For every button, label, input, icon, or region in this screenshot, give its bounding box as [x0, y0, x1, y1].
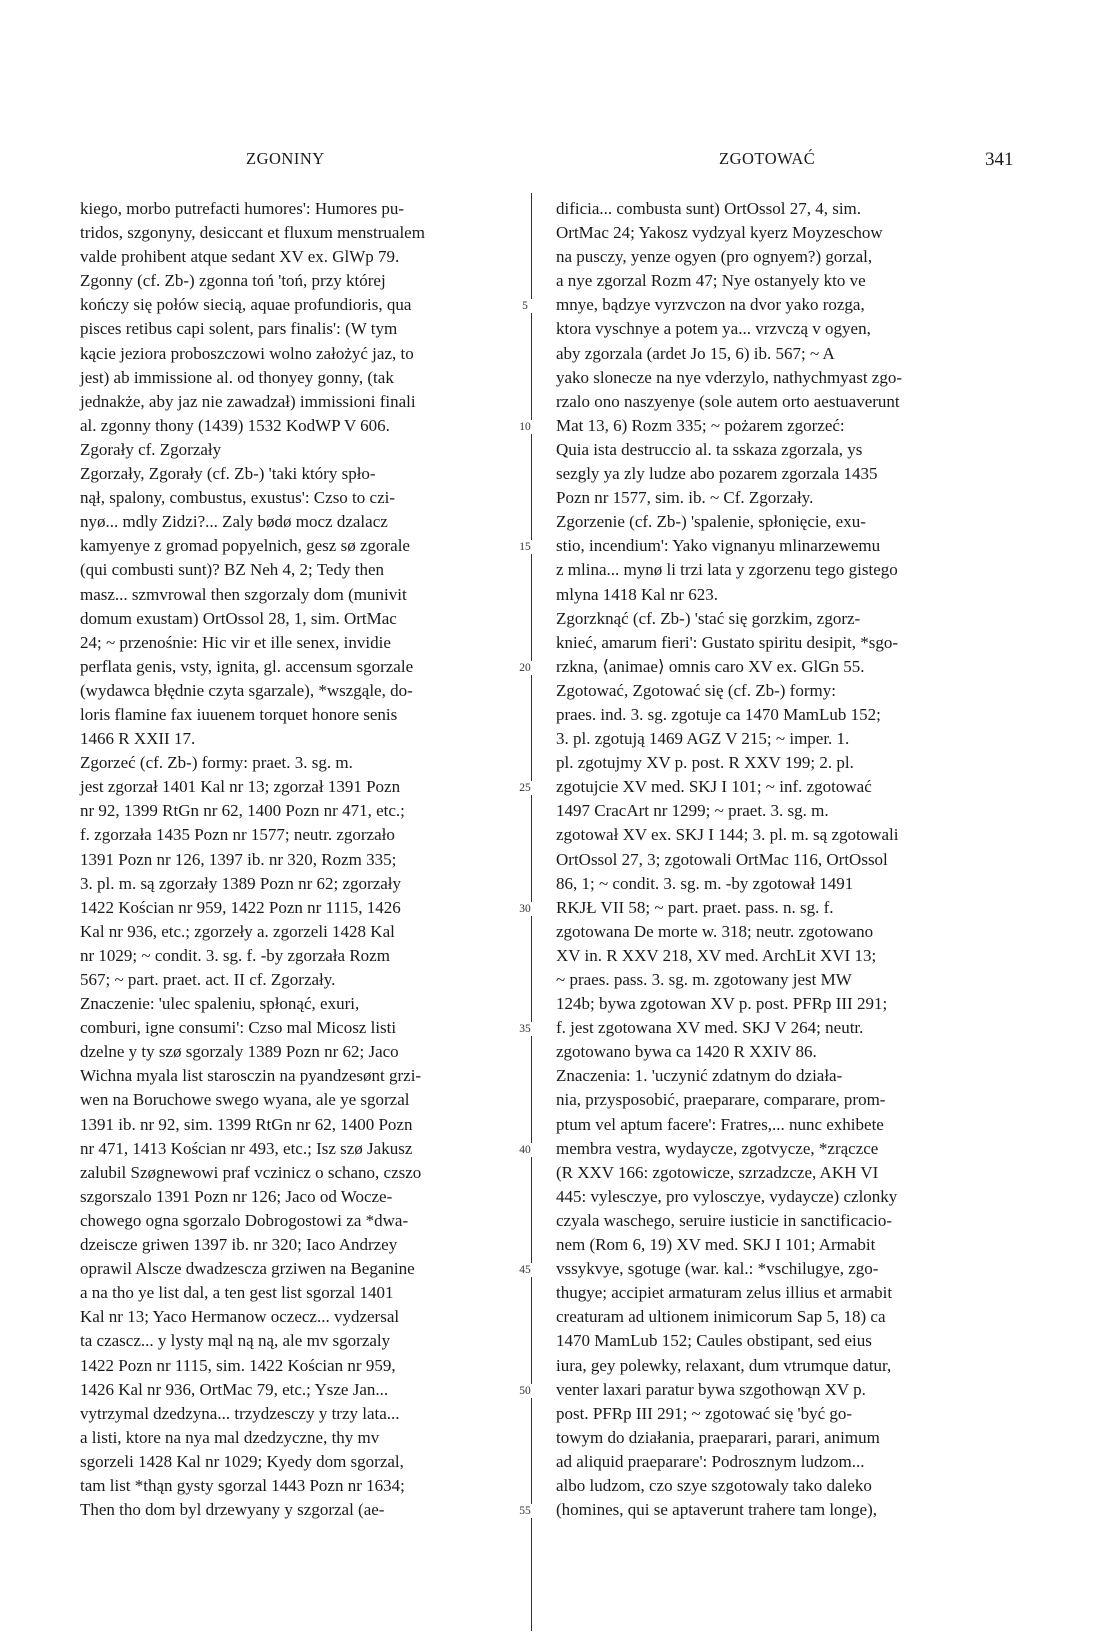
text-line: (qui combusti sunt)? BZ Neh 4, 2; Tedy then — [80, 560, 384, 580]
line-number: 40 — [510, 1143, 540, 1157]
text-line: oprawil Alscze dwadzescza grziwen na Beganine — [80, 1259, 415, 1279]
text-line: na pusczy, yenze ogyen (pro ognyem?) gorzal, — [556, 247, 873, 267]
text-line: wen na Boruchowe swego wyana, ale ye sgorzal — [80, 1090, 410, 1110]
line-number: 5 — [510, 299, 540, 313]
text-line: Kal nr 13; Yaco Hermanow oczecz... vydzersal — [80, 1307, 400, 1327]
text-line: dzelne y ty szø sgorzaly 1389 Pozn nr 62; Jaco — [80, 1042, 399, 1062]
text-line: Zgorzały, Zgorały (cf. Zb-) 'taki który spło- — [80, 464, 376, 484]
text-line: nr 471, 1413 Kościan nr 493, etc.; Isz szø Jakusz — [80, 1138, 413, 1158]
text-line: 1466 R XXII 17. — [80, 729, 196, 749]
text-line: zgotowana De morte w. 318; neutr. zgotowano — [556, 921, 874, 941]
running-head-left: ZGONINY — [246, 149, 325, 168]
text-line: thugye; accipiet armaturam zelus illius et armabit — [556, 1283, 893, 1303]
text-line: ad aliquid praeparare': Podrosznym ludzom... — [556, 1451, 865, 1471]
running-head-right: ZGOTOWAĆ — [719, 149, 816, 168]
line-number: 35 — [510, 1022, 540, 1036]
text-line: XV in. R XXV 218, XV med. ArchLit XVI 13; — [556, 945, 877, 965]
text-line: praes. ind. 3. sg. zgotuje ca 1470 MamLub 152; — [556, 704, 881, 724]
text-line: iura, gey polewky, relaxant, dum vtrumque datur, — [556, 1355, 892, 1375]
text-line: Znaczenia: 1. 'uczynić zdatnym do działa- — [556, 1066, 843, 1086]
text-line: jednakże, aby jaz nie zawadzał) immissioni finali — [80, 391, 416, 411]
text-line: Zgotować, Zgotować się (cf. Zb-) formy: — [556, 680, 836, 700]
page-number: 341 — [985, 149, 1014, 170]
text-line: Zgorzknąć (cf. Zb-) 'stać się gorzkim, zgorz- — [556, 608, 861, 628]
text-line: Znaczenie: 'ulec spaleniu, spłonąć, exuri, — [80, 994, 360, 1014]
text-line: kamyenye z gromad popyelnich, gesz sø zgorale — [80, 536, 410, 556]
text-line: 1422 Kościan nr 959, 1422 Pozn nr 1115, 1426 — [80, 897, 401, 917]
left-column — [80, 197, 503, 1522]
text-line: OrtMac 24; Yakosz vydzyal kyerz Moyzeschow — [556, 223, 883, 243]
text-line: tam list *thąn gysty sgorzal 1443 Pozn nr 1634; — [80, 1475, 405, 1495]
text-line: towym do działania, praeparari, parari, animum — [556, 1427, 880, 1447]
line-number: 20 — [510, 661, 540, 675]
text-line: 3. pl. m. są zgorzały 1389 Pozn nr 62; zgorzały — [80, 873, 402, 893]
text-line: szgorszalo 1391 Pozn nr 126; Jaco od Wocze- — [80, 1186, 393, 1206]
text-line: kiego, morbo putrefacti humores': Humores pu- — [80, 199, 405, 218]
text-line: loris flamine fax iuuenem torquet honore senis — [80, 704, 398, 724]
text-line: nyø... mdly Zidzi?... Zaly bødø mocz dzalacz — [80, 512, 388, 532]
text-line: knieć, amarum fieri': Gustato spiritu desipit, *sgo- — [556, 632, 899, 652]
text-line: 86, 1; ~ condit. 3. sg. m. -by zgotował 1491 — [556, 873, 854, 893]
text-line: 24; ~ przenośnie: Hic vir et ille senex, invidie — [80, 632, 391, 652]
text-line: jest) ab immissione al. od thonyey gonny, (tak — [80, 367, 394, 387]
text-line: (homines, qui se aptaverunt trahere tam longe), — [556, 1500, 877, 1520]
text-line: yako slonecze na nye vderzylo, nathychmyast zgo- — [556, 367, 903, 387]
line-number: 55 — [510, 1504, 540, 1518]
text-line: (wydawca błędnie czyta sgarzale), *wszgąle, do- — [80, 680, 413, 700]
text-line: post. PFRp III 291; ~ zgotować się 'być go- — [556, 1403, 853, 1423]
text-line: ktora vyschnye a potem ya... vrzvczą v ogyen, — [556, 319, 871, 339]
text-line: sezgly ya zly ludze abo pozarem zgorzala 1435 — [556, 464, 878, 484]
text-line: pl. zgotujmy XV p. post. R XXV 199; 2. pl. — [556, 753, 854, 773]
text-line: Zgorzeć (cf. Zb-) formy: praet. 3. sg. m. — [80, 753, 353, 773]
text-line: 445: vylesczye, pro vylosczye, vydaycze) czlonky — [556, 1186, 898, 1206]
text-line: 1391 Pozn nr 126, 1397 ib. nr 320, Rozm 335; — [80, 849, 397, 869]
line-number: 15 — [510, 540, 540, 554]
text-line: kącie jeziora proboszczowi wolno założyć jaz, to — [80, 343, 414, 363]
text-line: vytrzymal dzedzyna... trzydzesczy y trzy lata... — [80, 1403, 400, 1423]
text-line: kończy się połów siecią, aquae profundioris, qua — [80, 295, 412, 315]
text-line: zgotowano bywa ca 1420 R XXIV 86. — [556, 1042, 817, 1062]
text-line: al. zgonny thony (1439) 1532 KodWP V 606. — [80, 415, 390, 435]
text-line: nem (Rom 6, 19) XV med. SKJ I 101; Armabit — [556, 1235, 876, 1255]
text-line: comburi, igne consumi': Czso mal Micosz listi — [80, 1018, 397, 1038]
text-line: vssykvye, sgotuge (war. kal.: *vschilugye, zgo- — [556, 1259, 879, 1279]
text-line: 567; ~ part. praet. act. II cf. Zgorzały. — [80, 970, 336, 989]
text-line: f. jest zgotowana XV med. SKJ V 264; neutr. — [556, 1018, 864, 1038]
text-line: Zgonny (cf. Zb-) zgonna toń 'toń, przy której — [80, 271, 386, 291]
text-line: stio, incendium': Yako vignanyu mlinarzewemu — [556, 536, 881, 556]
text-line: RKJŁ VII 58; ~ part. praet. pass. n. sg. f. — [556, 897, 834, 917]
text-line: 3. pl. zgotują 1469 AGZ V 215; ~ imper. 1. — [556, 729, 850, 749]
text-line: chowego ogna sgorzalo Dobrogostowi za *dwa- — [80, 1210, 409, 1230]
line-number: 25 — [510, 781, 540, 795]
text-line: valde prohibent atque sedant XV ex. GlWp 79. — [80, 247, 400, 267]
text-line: Then tho dom byl drzewyany y szgorzal (ae- — [80, 1500, 385, 1520]
text-line: zgotujcie XV med. SKJ I 101; ~ inf. zgotować — [556, 777, 872, 797]
text-line: nr 1029; ~ condit. 3. sg. f. -by zgorzała Rozm — [80, 945, 390, 965]
text-line: nął, spalony, combustus, exustus': Czso to czi- — [80, 488, 396, 508]
text-line: 124b; bywa zgotowan XV p. post. PFRp III 291; — [556, 994, 888, 1014]
line-number: 45 — [510, 1263, 540, 1277]
text-line: 1422 Pozn nr 1115, sim. 1422 Kościan nr 959, — [80, 1355, 396, 1375]
text-line: Mat 13, 6) Rozm 335; ~ pożarem zgorzeć: — [556, 415, 845, 435]
text-line: ~ praes. pass. 3. sg. m. zgotowany jest MW — [556, 970, 852, 989]
text-line: perflata genis, vsty, ignita, gl. accensum sgorzale — [80, 656, 414, 676]
text-line: zalubil Szøgnewowi praf vczinicz o schano, czszo — [80, 1162, 422, 1182]
line-number: 10 — [510, 420, 540, 434]
text-line: rzalo ono naszyenye (sole autem orto aestuaverunt — [556, 391, 900, 411]
text-line: membra vestra, wydaycze, zgotvycze, *zrączce — [556, 1138, 879, 1158]
text-line: masz... szmvrowal then szgorzaly dom (munivit — [80, 584, 407, 604]
text-line: venter laxari paratur bywa szgothowąn XV p. — [556, 1379, 866, 1399]
text-line: albo ludzom, czo szye szgotowaly tako daleko — [556, 1475, 872, 1495]
text-line: ptum vel aptum facere': Fratres,... nunc exhibete — [556, 1114, 884, 1134]
text-line: a listi, ktore na nya mal dzedzyczne, thy mv — [80, 1427, 380, 1447]
text-line: jest zgorzał 1401 Kal nr 13; zgorzał 1391 Pozn — [80, 777, 401, 797]
text-line: nia, przysposobić, praeparare, comparare, prom- — [556, 1090, 886, 1110]
text-line: dzeiscze griwen 1397 ib. nr 320; Iaco Andrzey — [80, 1235, 398, 1255]
text-line: Wichna myala list starosczin na pyandzesønt grzi- — [80, 1066, 422, 1086]
text-line: dificia... combusta sunt) OrtOssol 27, 4, sim. — [556, 199, 862, 218]
text-line: czyala waschego, seruire iusticie in sanctificacio- — [556, 1210, 893, 1230]
text-line: mlyna 1418 Kal nr 623. — [556, 584, 718, 604]
text-line: 1497 CracArt nr 1299; ~ praet. 3. sg. m. — [556, 801, 829, 821]
text-line: a nye zgorzal Rozm 47; Nye ostanyely kto ve — [556, 271, 866, 291]
text-line: 1391 ib. nr 92, sim. 1399 RtGn nr 62, 1400 Pozn — [80, 1114, 413, 1134]
line-number: 50 — [510, 1384, 540, 1398]
line-number: 30 — [510, 902, 540, 916]
text-line: zgotował XV ex. SKJ I 144; 3. pl. m. są zgotowali — [556, 825, 899, 845]
text-line: Quia ista destruccio al. ta sskaza zgorzala, ys — [556, 439, 863, 459]
text-line: 1426 Kal nr 936, OrtMac 79, etc.; Ysze Jan... — [80, 1379, 389, 1399]
text-line: (R XXV 166: zgotowicze, szrzadzcze, AKH VI — [556, 1162, 879, 1182]
text-line: 1470 MamLub 152; Caules obstipant, sed eius — [556, 1331, 872, 1351]
text-line: Pozn nr 1577, sim. ib. ~ Cf. Zgorzały. — [556, 488, 814, 508]
text-line: OrtOssol 27, 3; zgotowali OrtMac 116, OrtOssol — [556, 849, 888, 869]
text-line: sgorzeli 1428 Kal nr 1029; Kyedy dom sgorzal, — [80, 1451, 404, 1471]
text-line: f. zgorzała 1435 Pozn nr 1577; neutr. zgorzało — [80, 825, 395, 845]
text-line: mnye, bądzye vyrzvczon na dvor yako rozga, — [556, 295, 865, 315]
text-line: tridos, szgonyny, desiccant et fluxum menstrualem — [80, 223, 425, 243]
text-line: Zgorzenie (cf. Zb-) 'spalenie, spłonięcie, exu- — [556, 512, 866, 532]
text-line: z mlina... mynø li trzi lata y zgorzenu tego gistego — [556, 560, 898, 580]
text-line: ta czascz... y lysty mąl ną ną, ale mv sgorzaly — [80, 1331, 391, 1351]
text-line: rzkna, ⟨animae⟩ omnis caro XV ex. GlGn 55. — [556, 656, 865, 676]
text-line: Zgorały cf. Zgorzały — [80, 439, 222, 459]
text-line: a na tho ye list dal, a ten gest list sgorzal 1401 — [80, 1283, 394, 1303]
text-line: creaturam ad ultionem inimicorum Sap 5, 18) ca — [556, 1307, 886, 1327]
text-line: nr 92, 1399 RtGn nr 62, 1400 Pozn nr 471, etc.; — [80, 801, 405, 821]
text-line: domum exustam) OrtOssol 28, 1, sim. OrtMac — [80, 608, 397, 628]
right-column — [556, 197, 996, 1522]
text-line: pisces retibus capi solent, pars finalis': (W tym — [80, 319, 398, 339]
text-line: aby zgorzala (ardet Jo 15, 6) ib. 567; ~ A — [556, 343, 835, 363]
text-line: Kal nr 936, etc.; zgorzeły a. zgorzeli 1428 Kal — [80, 921, 395, 941]
